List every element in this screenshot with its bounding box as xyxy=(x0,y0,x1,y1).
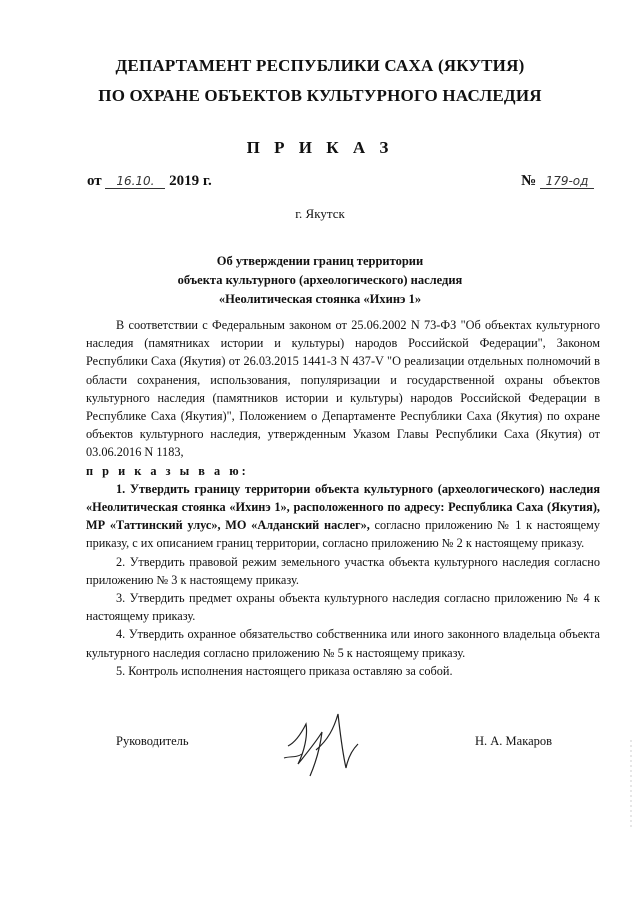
subject-line1: Об утверждении границ территории xyxy=(216,254,424,268)
item-3: 3. Утвердить предмет охраны объекта культурного наследия согласно приложению № 4 к настоящему приказу. xyxy=(86,591,600,624)
item-2: 2. Утвердить правовой режим земельного участка объекта культурного наследия согласно приложению № 3 к настоящему приказу. xyxy=(86,554,600,587)
handwritten-date: 16.10. xyxy=(105,174,165,189)
order-date xyxy=(87,173,212,190)
department-name-line2: ПО ОХРАНЕ ОБЪЕКТОВ КУЛЬТУРНОГО НАСЛЕДИЯ xyxy=(98,86,542,105)
order-body xyxy=(86,316,600,680)
signatory-name: Н. А. Макаров xyxy=(475,734,553,748)
subject-line3: «Неолитическая стоянка «Ихинэ 1» xyxy=(218,292,422,306)
order-word: п р и к а з ы в а ю: xyxy=(86,463,249,478)
handwritten-number: 179-од xyxy=(540,174,594,189)
item-4: 4. Утвердить охранное обязательство собственника или иного законного владельца объекта культурного наследия согласно приложению № 5 к настоящему приказу. xyxy=(86,627,600,660)
item-5: 5. Контроль исполнения настоящего приказа оставляю за собой. xyxy=(116,663,453,678)
date-year: 2019 г. xyxy=(169,173,212,189)
order-number xyxy=(521,173,594,190)
handwritten-signature xyxy=(276,702,366,782)
item-1 xyxy=(86,480,600,553)
preamble-paragraph: В соответствии с Федеральным законом от 25.06.2002 N 73-ФЗ "Об объектах культурного наследия (памятниках истории и культуры) народов Российской Федерации", Законом Республики Саха (Якутия) от 26.03.2015 1441-З N 437-V "О реализации отдельных полномочий в области сохранения, использования, популяризации и государственной охраны объектов культурного наследия (памятников истории и культуры) народов Российской Федерации в Республике Саха (Якутия)", Положением о Департаменте Республики Саха (Якутия) по охране объектов культурного наследия, утвержденным Указом Главы Республики Саха (Якутия) от 03.06.2016 N 1183, xyxy=(86,318,600,460)
date-from-label: от xyxy=(87,173,102,189)
number-label: № xyxy=(521,173,537,189)
order-subject xyxy=(0,252,640,309)
subject-line2: объекта культурного (археологического) наследия xyxy=(177,273,463,287)
department-name-line1: ДЕПАРТАМЕНТ РЕСПУБЛИКИ САХА (ЯКУТИЯ) xyxy=(115,56,525,75)
item-1-bold: 1. Утвердить границу территории объекта культурного (археологического) наследия «Неолитическая стоянка «Ихинэ 1», расположенного по адресу: Республика Саха (Якутия), МР «Таттинский улус», МО «Алданский наслег», xyxy=(86,481,600,533)
signatory-position: Руководитель xyxy=(116,734,189,748)
order-title: П Р И К А З xyxy=(246,138,394,157)
item-1-rest: согласно приложению № 1 к настоящему приказу, с их описанием границ территории, согласно приложению № 2 к настоящему приказу. xyxy=(86,518,600,551)
city-name: г. Якутск xyxy=(295,206,345,221)
margin-scan-mark xyxy=(628,740,634,830)
